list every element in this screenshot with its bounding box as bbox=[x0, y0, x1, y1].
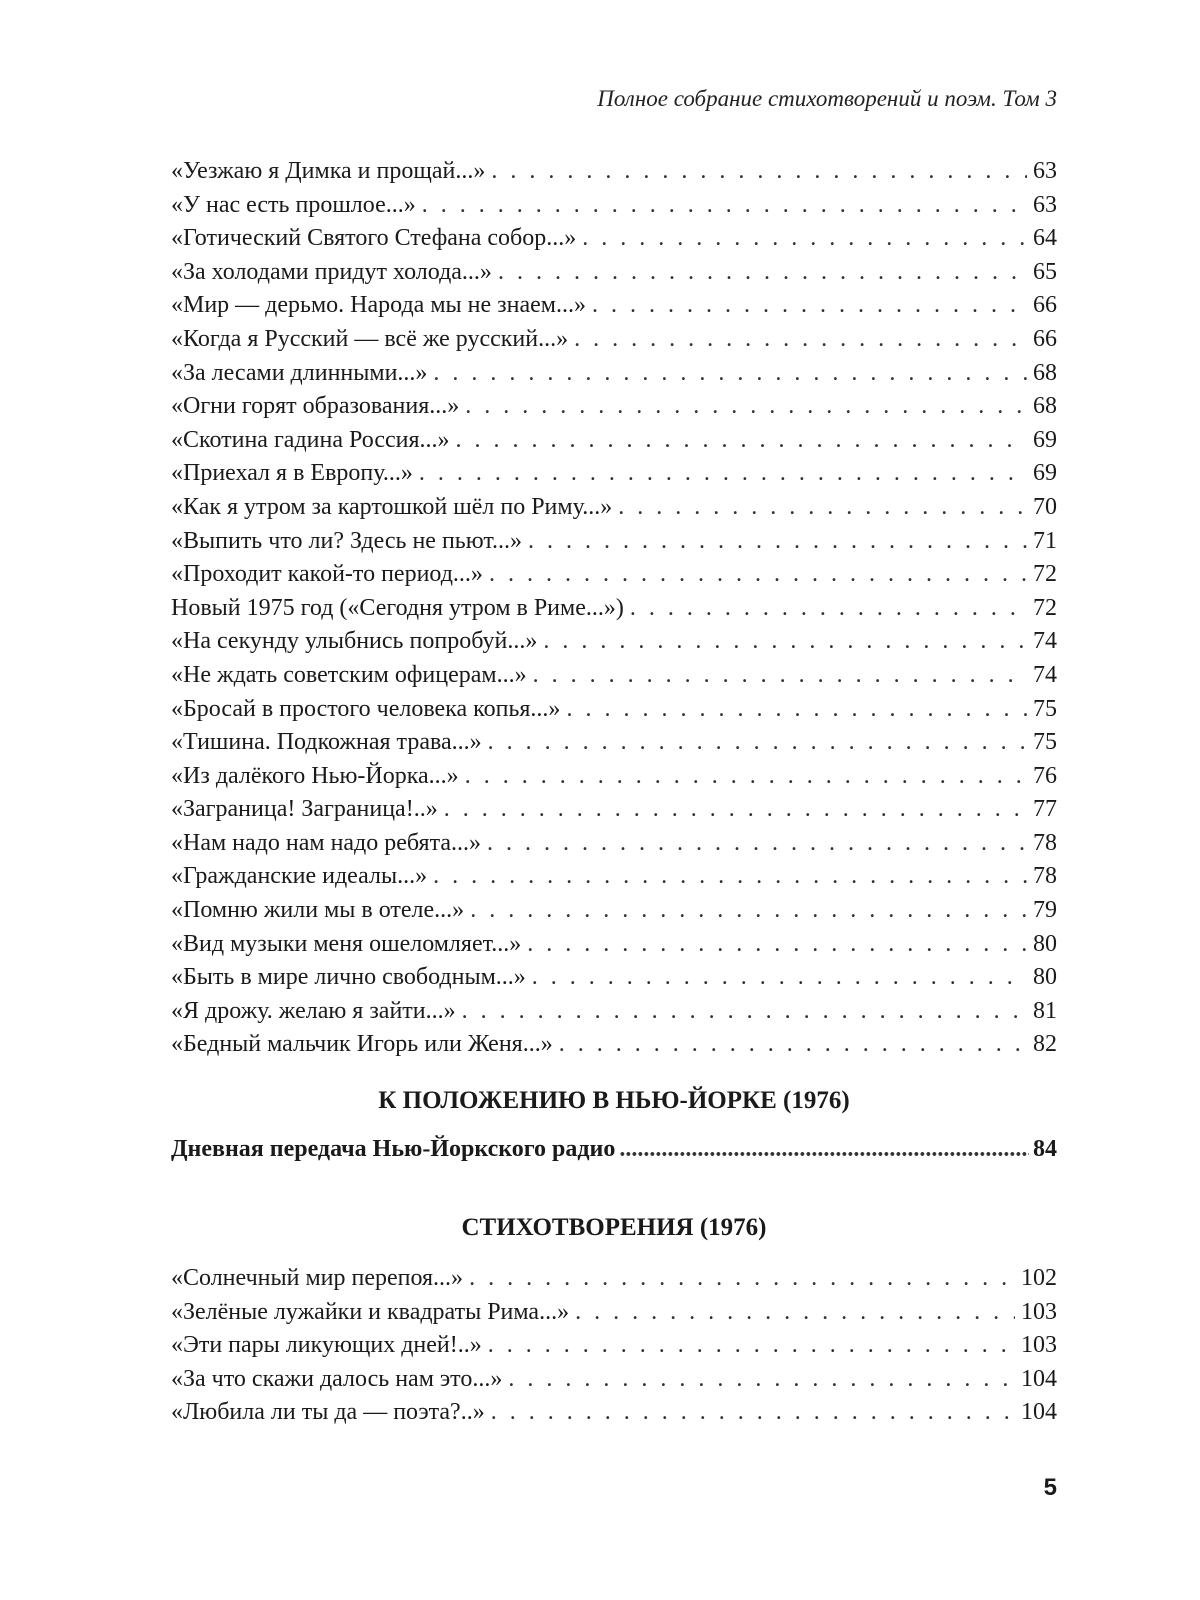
toc-entry-page: 69 bbox=[1033, 460, 1057, 487]
toc-entry[interactable] bbox=[171, 827, 1057, 861]
toc-entry[interactable] bbox=[171, 1396, 1057, 1430]
section-heading: К ПОЛОЖЕНИЮ В НЬЮ-ЙОРКЕ (1976) bbox=[378, 1087, 850, 1114]
toc-entry[interactable] bbox=[171, 1262, 1057, 1296]
page-number: 5 bbox=[1043, 1474, 1057, 1501]
dot-leader bbox=[532, 961, 1027, 995]
toc-entry-page: 78 bbox=[1033, 829, 1057, 856]
dot-leader bbox=[489, 558, 1027, 592]
toc-entry-title: «Огни горят образования...» bbox=[171, 393, 460, 420]
dot-leader bbox=[498, 256, 1027, 290]
toc-entry-page: 84 bbox=[1033, 1136, 1057, 1162]
toc-entry[interactable] bbox=[171, 1329, 1057, 1363]
dot-leader bbox=[527, 928, 1027, 962]
dot-leader bbox=[433, 860, 1027, 894]
toc-entry-title: «Не ждать советским офицерам...» bbox=[171, 661, 527, 688]
dot-leader bbox=[469, 1262, 1015, 1296]
toc-entry-title: «Бедный мальчик Игорь или Женя...» bbox=[171, 1031, 553, 1058]
toc-entry-title: «Нам надо нам надо ребята...» bbox=[171, 829, 482, 856]
toc-entry-page: 72 bbox=[1033, 561, 1057, 588]
toc-entry-title: «Заграница! Заграница!..» bbox=[171, 796, 438, 823]
dot-leader bbox=[488, 1329, 1015, 1363]
toc-list bbox=[171, 1133, 1057, 1167]
toc-entry[interactable] bbox=[171, 155, 1057, 189]
toc-entry-title: «Когда я Русский — всё же русский...» bbox=[171, 325, 569, 352]
toc-entry-page: 63 bbox=[1033, 158, 1057, 184]
dot-leader bbox=[528, 525, 1027, 559]
dot-leader bbox=[487, 827, 1027, 861]
toc-entry-title: «Любила ли ты да — поэта?..» bbox=[171, 1399, 485, 1426]
section-heading: СТИХОТВОРЕНИЯ (1976) bbox=[461, 1214, 767, 1241]
toc-entry-page: 80 bbox=[1033, 964, 1057, 991]
toc-entry-title: «Готический Святого Стефана собор...» bbox=[171, 225, 577, 252]
dot-leader bbox=[465, 390, 1027, 424]
toc-entry[interactable] bbox=[171, 961, 1057, 995]
dot-leader bbox=[566, 693, 1027, 727]
toc-entry-page: 103 bbox=[1021, 1298, 1057, 1325]
dot-leader bbox=[422, 189, 1027, 223]
dot-leader bbox=[559, 1028, 1027, 1062]
dot-leader bbox=[543, 625, 1027, 659]
dot-leader bbox=[630, 592, 1027, 626]
toc-entry[interactable] bbox=[171, 525, 1057, 559]
toc-entry-page: 71 bbox=[1033, 527, 1057, 554]
toc-entry-page: 75 bbox=[1033, 695, 1057, 722]
dot-leader bbox=[533, 659, 1027, 693]
toc-entry[interactable] bbox=[171, 491, 1057, 525]
toc-entry[interactable] bbox=[171, 592, 1057, 626]
toc-entry[interactable] bbox=[171, 1028, 1057, 1062]
toc-entry-title: «Быть в мире лично свободным...» bbox=[171, 964, 526, 991]
dot-leader bbox=[470, 894, 1027, 928]
toc-entry-title: «Вид музыки меня ошеломляет...» bbox=[171, 930, 522, 957]
toc-entry-page: 65 bbox=[1033, 258, 1057, 285]
toc-entry[interactable] bbox=[171, 760, 1057, 794]
toc-entry[interactable] bbox=[171, 457, 1057, 491]
toc-entry-page: 79 bbox=[1033, 897, 1057, 924]
toc-entry-title: «Эти пары ликующих дней!..» bbox=[171, 1332, 482, 1359]
toc-entry-page: 68 bbox=[1033, 393, 1057, 420]
toc-entry-page: 72 bbox=[1033, 594, 1057, 621]
toc-entry[interactable] bbox=[171, 693, 1057, 727]
toc-entry-title: «Солнечный мир перепоя...» bbox=[171, 1265, 464, 1291]
toc-entry-page: 102 bbox=[1021, 1265, 1057, 1291]
toc-entry[interactable] bbox=[171, 995, 1057, 1029]
toc-entry-page: 78 bbox=[1033, 863, 1057, 890]
dot-leader bbox=[465, 760, 1027, 794]
toc-entry-title: «За лесами длинными...» bbox=[171, 359, 428, 386]
toc-entry-page: 68 bbox=[1033, 359, 1057, 386]
toc-entry-page: 81 bbox=[1033, 997, 1057, 1024]
toc-entry-title: «У нас есть прошлое...» bbox=[171, 191, 416, 218]
dot-leader bbox=[491, 1396, 1015, 1430]
toc-entry-title: «Из далёкого Нью-Йорка...» bbox=[171, 762, 459, 789]
dot-leader bbox=[582, 222, 1027, 256]
toc-entry[interactable] bbox=[171, 222, 1057, 256]
toc-entry-page: 75 bbox=[1033, 729, 1057, 756]
toc-entry[interactable] bbox=[171, 289, 1057, 323]
toc-entry-page: 63 bbox=[1033, 191, 1057, 218]
toc-entry-title: «Гражданские идеалы...» bbox=[171, 863, 428, 890]
toc-entry-page: 74 bbox=[1033, 661, 1057, 688]
toc-entry-title: «За что скажи далось нам это...» bbox=[171, 1365, 503, 1392]
toc-entry[interactable] bbox=[171, 659, 1057, 693]
toc-entry[interactable] bbox=[171, 726, 1057, 760]
dot-leader bbox=[575, 1296, 1015, 1330]
dot-leader bbox=[456, 424, 1027, 458]
toc-entry-title: Дневная передача Нью-Йоркского радио bbox=[171, 1136, 616, 1162]
toc-entry-page: 80 bbox=[1033, 930, 1057, 957]
toc-entry-title: «Я дрожу. желаю я зайти...» bbox=[171, 997, 456, 1024]
dot-leader bbox=[433, 357, 1027, 391]
toc-entry[interactable] bbox=[171, 1363, 1057, 1397]
toc-entry-page: 82 bbox=[1033, 1031, 1057, 1058]
dot-leader bbox=[618, 491, 1027, 525]
toc-entry-page: 103 bbox=[1021, 1332, 1057, 1359]
toc-entry[interactable] bbox=[171, 424, 1057, 458]
toc-entry-page: 66 bbox=[1033, 325, 1057, 352]
toc-entry-title: «Уезжаю я Димка и прощай...» bbox=[171, 158, 486, 184]
toc-entry[interactable] bbox=[171, 928, 1057, 962]
toc-list bbox=[171, 1262, 1057, 1430]
toc-entry-page: 70 bbox=[1033, 493, 1057, 520]
toc-entry-page: 77 bbox=[1033, 796, 1057, 823]
toc-entry-title: «На секунду улыбнись попробуй...» bbox=[171, 628, 538, 655]
toc-list bbox=[171, 155, 1057, 1062]
toc-entry-title: «Мир — дерьмо. Народа мы не знаем...» bbox=[171, 292, 586, 319]
toc-entry[interactable] bbox=[171, 1296, 1057, 1330]
toc-entry-title: «Проходит какой-то период...» bbox=[171, 561, 483, 588]
toc-entry-title: «За холодами придут холода...» bbox=[171, 258, 492, 285]
toc-entry-page: 104 bbox=[1021, 1365, 1057, 1392]
dot-leader bbox=[419, 457, 1027, 491]
toc-entry[interactable] bbox=[171, 625, 1057, 659]
toc-entry[interactable] bbox=[171, 793, 1057, 827]
toc-entry[interactable] bbox=[171, 1133, 1057, 1167]
toc-entry-page: 104 bbox=[1021, 1399, 1057, 1426]
toc-entry-page: 66 bbox=[1033, 292, 1057, 319]
dot-leader bbox=[508, 1363, 1015, 1397]
dot-leader bbox=[592, 289, 1027, 323]
toc-entry-title: «Бросай в простого человека копья...» bbox=[171, 695, 561, 722]
toc-entry[interactable] bbox=[171, 189, 1057, 223]
dot-leader bbox=[619, 1133, 1029, 1167]
toc-entry[interactable] bbox=[171, 357, 1057, 391]
toc-entry[interactable] bbox=[171, 390, 1057, 424]
toc-entry-title: «Скотина гадина Россия...» bbox=[171, 426, 450, 453]
toc-entry[interactable] bbox=[171, 256, 1057, 290]
toc-entry-page: 64 bbox=[1033, 225, 1057, 252]
dot-leader bbox=[444, 793, 1027, 827]
toc-entry[interactable] bbox=[171, 323, 1057, 357]
toc-entry[interactable] bbox=[171, 894, 1057, 928]
toc-entry-title: Новый 1975 год («Сегодня утром в Риме...») bbox=[171, 594, 624, 621]
dot-leader bbox=[574, 323, 1027, 357]
toc-entry[interactable] bbox=[171, 558, 1057, 592]
toc-entry-page: 74 bbox=[1033, 628, 1057, 655]
dot-leader bbox=[488, 726, 1027, 760]
toc-entry-title: «Зелёные лужайки и квадраты Рима...» bbox=[171, 1298, 570, 1325]
running-head: Полное собрание стихотворений и поэм. Том 3 bbox=[597, 86, 1057, 111]
dot-leader bbox=[462, 995, 1027, 1029]
toc-entry[interactable] bbox=[171, 860, 1057, 894]
toc-entry-title: «Приехал я в Европу...» bbox=[171, 460, 413, 487]
toc-entry-title: «Как я утром за картошкой шёл по Риму...» bbox=[171, 493, 613, 520]
dot-leader bbox=[491, 155, 1027, 189]
toc-entry-title: «Выпить что ли? Здесь не пьют...» bbox=[171, 527, 523, 554]
toc-entry-page: 69 bbox=[1033, 426, 1057, 453]
toc-entry-title: «Помню жили мы в отеле...» bbox=[171, 897, 465, 924]
toc-entry-title: «Тишина. Подкожная трава...» bbox=[171, 729, 482, 756]
toc-entry-page: 76 bbox=[1033, 762, 1057, 789]
